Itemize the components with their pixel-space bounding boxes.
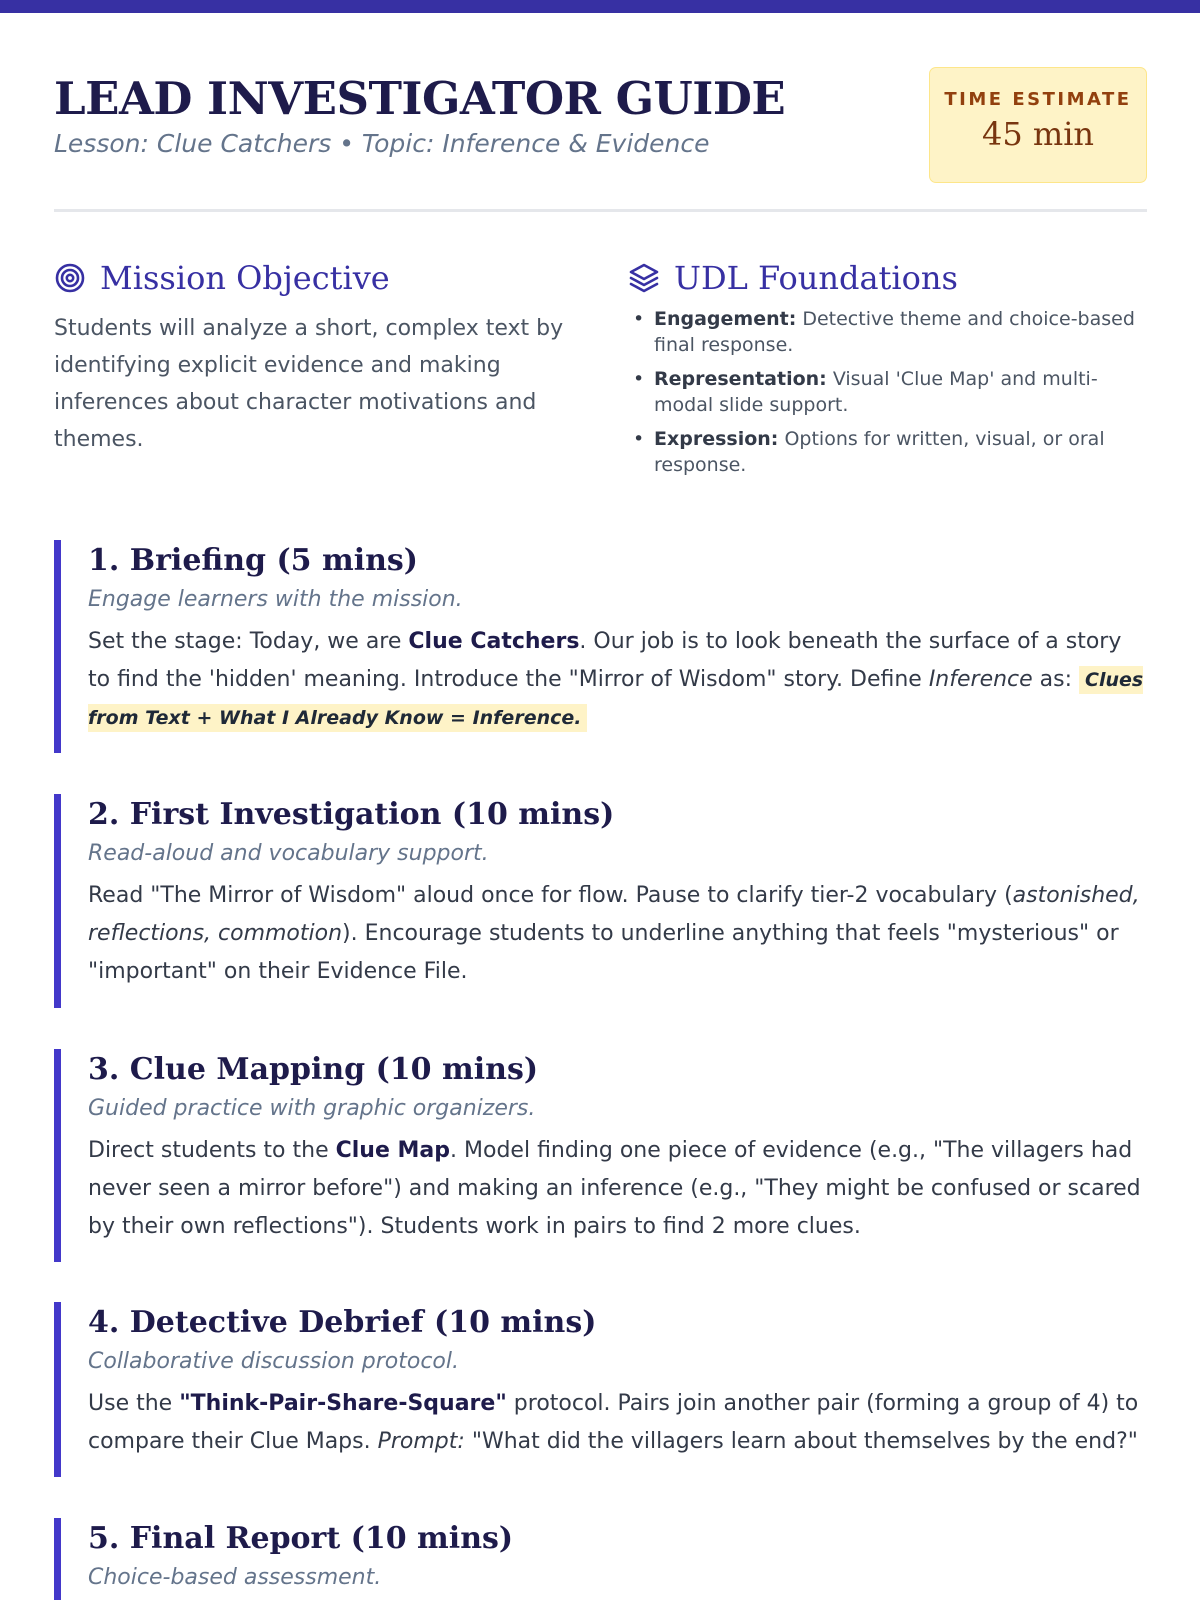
udl-item-label: Engagement: <box>654 308 797 330</box>
udl-foundations-title: UDL Foundations <box>674 259 958 297</box>
body-text: Direct students to the <box>88 1138 336 1163</box>
step-title: 5. Final Report (10 mins) <box>88 1521 514 1556</box>
time-estimate-label: TIME ESTIMATE <box>944 89 1132 110</box>
page-title: LEAD INVESTIGATOR GUIDE <box>54 72 786 125</box>
step-detective-debrief <box>54 1302 1147 1477</box>
list-item <box>628 426 1147 478</box>
header-divider <box>54 209 1147 212</box>
step-final-report <box>54 1518 1147 1600</box>
udl-item-text: Detective theme and choice-based final response. <box>654 308 1135 356</box>
udl-item-text: Visual 'Clue Map' and multi-modal slide support. <box>654 368 1098 416</box>
body-text: . Model finding one piece of evidence (e.g., "The villagers had never seen a mirror before") and making an inference (e.g., "They might be confused or scared by their own reflections"). Students work in pairs to find 2 more clues. <box>88 1138 1141 1239</box>
body-text: as: <box>1032 667 1080 692</box>
body-text: protocol. Pairs join another pair (forming a group of 4) to compare their Clue Maps. <box>88 1391 1139 1454</box>
top-accent-bar <box>0 0 1200 13</box>
udl-list <box>628 306 1147 478</box>
udl-item-text: Options for written, visual, or oral response. <box>654 428 1105 476</box>
mission-objective-title: Mission Objective <box>100 259 390 297</box>
body-text: Set the stage: Today, we are <box>88 629 409 654</box>
step-briefing <box>54 540 1147 753</box>
udl-foundations-heading <box>628 258 1147 298</box>
step-subtitle: Choice-based assessment. <box>88 1565 382 1590</box>
step-subtitle: Read-aloud and vocabulary support. <box>88 841 489 866</box>
udl-item-label: Expression: <box>654 428 779 450</box>
step-subtitle: Engage learners with the mission. <box>88 587 463 612</box>
list-item <box>628 366 1147 418</box>
udl-foundations-section <box>628 258 1147 486</box>
body-text: . Our job is to look beneath the surface of a story to find the 'hidden' meaning. Introduce the "Mirror of Wisdom" story. Define <box>88 629 1122 692</box>
step-subtitle: Guided practice with graphic organizers. <box>88 1096 536 1121</box>
layers-icon <box>628 262 660 294</box>
step-body <box>88 623 1147 737</box>
step-title: 3. Clue Mapping (10 mins) <box>88 1052 539 1087</box>
body-italic: Inference <box>928 667 1033 692</box>
body-bold: Clue Catchers <box>408 629 580 654</box>
body-text: Use the <box>88 1391 180 1416</box>
body-italic: Prompt: <box>377 1429 465 1454</box>
body-text: "What did the villagers learn about themselves by the end?" <box>464 1429 1138 1454</box>
body-bold: "Think-Pair-Share-Square" <box>179 1391 507 1416</box>
guide-header <box>54 66 1147 206</box>
body-bold: Clue Map <box>335 1138 451 1163</box>
time-estimate-badge <box>929 67 1147 183</box>
step-title: 1. Briefing (5 mins) <box>88 543 418 578</box>
step-body <box>88 1385 1147 1461</box>
step-first-investigation <box>54 794 1147 1008</box>
mission-objective-section <box>54 258 564 458</box>
time-estimate-value: 45 min <box>981 115 1095 153</box>
step-title: 4. Detective Debrief (10 mins) <box>88 1305 597 1340</box>
step-body <box>88 877 1147 991</box>
step-subtitle: Collaborative discussion protocol. <box>88 1349 459 1374</box>
body-text: ). Encourage students to underline anything that feels "mysterious" or "important" on their Evidence File. <box>88 921 1119 984</box>
udl-item-label: Representation: <box>654 368 827 390</box>
mission-objective-heading <box>54 258 564 298</box>
step-clue-mapping <box>54 1049 1147 1262</box>
list-item <box>628 306 1147 358</box>
body-italic: astonished, reflections, commotion <box>88 883 1140 946</box>
body-text: Read "The Mirror of Wisdom" aloud once for flow. Pause to clarify tier-2 vocabulary ( <box>88 883 1013 908</box>
inference-formula-highlight: Clues from Text + What I Already Know = Inference. <box>88 666 1143 732</box>
step-title: 2. First Investigation (10 mins) <box>88 797 615 832</box>
target-icon <box>54 262 86 294</box>
step-body <box>88 1132 1147 1246</box>
lesson-subtitle: Lesson: Clue Catchers • Topic: Inference & Evidence <box>54 129 710 158</box>
mission-objective-text: Students will analyze a short, complex text by identifying explicit evidence and making inferences about character motivations and themes. <box>54 316 564 452</box>
